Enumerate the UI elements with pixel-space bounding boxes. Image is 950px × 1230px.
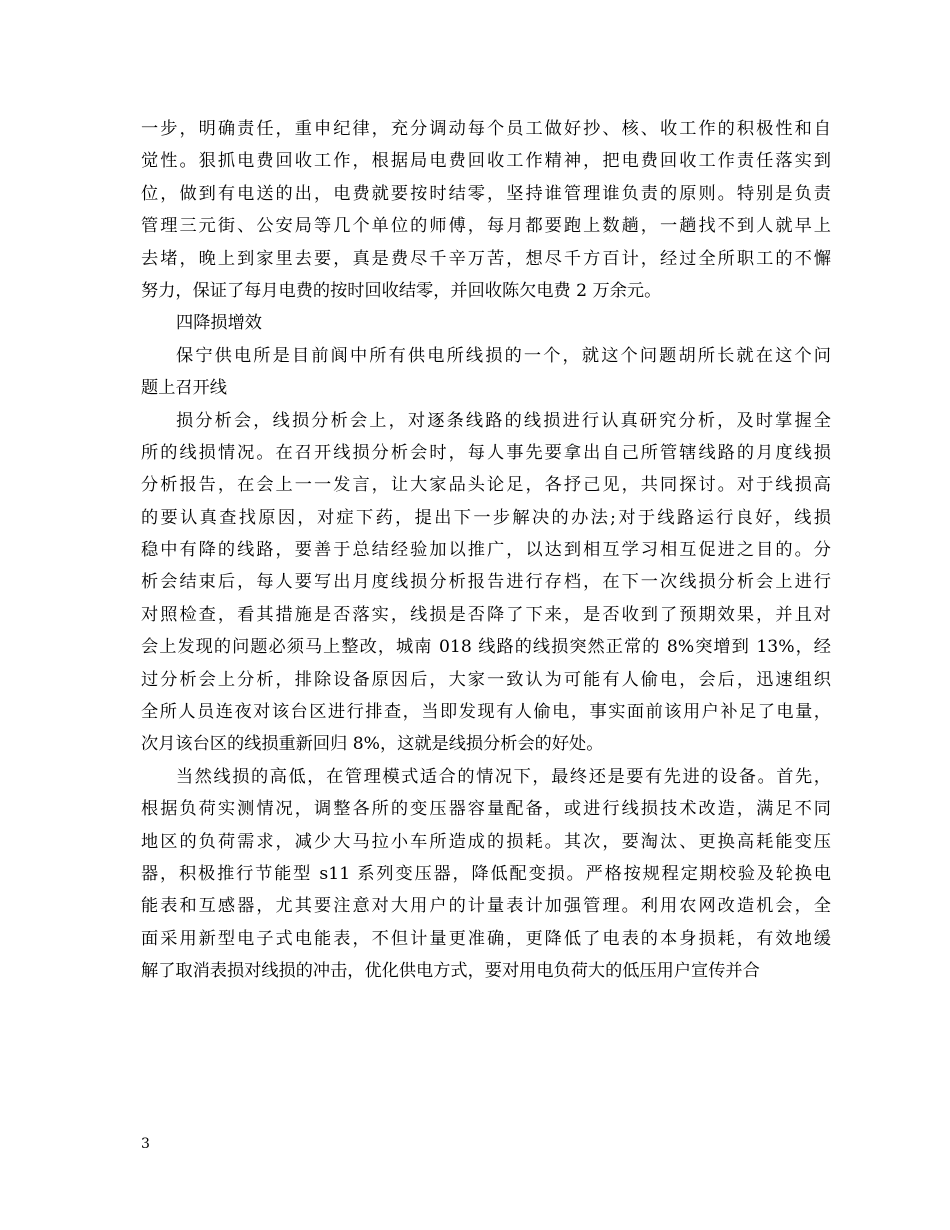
- text-line: 对照检查，看其措施是否落实，线损是否降了下来，是否收到了预期效果，并且对: [141, 604, 831, 625]
- text-line: 次月该台区的线损重新回归 8%，这就是线损分析会的好处。: [141, 734, 604, 755]
- text-line: 稳中有降的线路，要善于总结经验加以推广，以达到相互学习相互促进之目的。分: [141, 540, 831, 561]
- text-line: 努力，保证了每月电费的按时回收结零，并回收陈欠电费 2 万余元。: [141, 280, 662, 301]
- text-line: 析会结束后，每人要写出月度线损分析报告进行存档，在下一次线损分析会上进行: [141, 572, 831, 593]
- text-line: 分析报告，在会上一一发言，让大家品头论足，各抒己见，共同探讨。对于线损高: [141, 475, 831, 496]
- text-line: 觉性。狠抓电费回收工作，根据局电费回收工作精神，把电费回收工作责任落实到: [141, 151, 831, 172]
- text-line: 地区的负荷需求，减少大马拉小车所造成的损耗。其次，要淘汰、更换高耗能变压: [141, 831, 831, 852]
- text-line: 管理三元街、公安局等几个单位的师傅，每月都要跑上数趟，一趟找不到人就早上: [141, 216, 831, 237]
- text-line: 题上召开线: [141, 378, 227, 399]
- text-line: 解了取消表损对线损的冲击，优化供电方式，要对用电负荷大的低压用户宣传并合: [141, 961, 760, 982]
- body-text: [141, 113, 831, 988]
- text-line: 位，做到有电送的出，电费就要按时结零，坚持谁管理谁负责的原则。特别是负责: [141, 183, 831, 204]
- text-line: 过分析会上分析，排除设备原因后，大家一致认为可能有人偷电，会后，迅速组织: [141, 669, 831, 690]
- text-line: 面采用新型电子式电能表，不但计量更准确，更降低了电表的本身损耗，有效地缓: [141, 928, 831, 949]
- text-line: 全所人员连夜对该台区进行排查，当即发现有人偷电，事实面前该用户补足了电量，: [141, 702, 831, 723]
- paragraph: [141, 761, 831, 988]
- paragraph: [141, 340, 831, 405]
- paragraph: [141, 405, 831, 761]
- text-line: 保宁供电所是目前阆中所有供电所线损的一个，就这个问题胡所长就在这个问: [176, 345, 831, 366]
- paragraph: [141, 113, 831, 307]
- text-line: 一步，明确责任，重申纪律，充分调动每个员工做好抄、核、收工作的积极性和自: [141, 119, 831, 139]
- text-line: 所的线损情况。在召开线损分析会时，每人事先要拿出自己所管辖线路的月度线损: [141, 442, 831, 463]
- page-number: 3: [141, 1136, 150, 1152]
- text-line: 器，积极推行节能型 s11 系列变压器，降低配变损。严格按规程定期校验及轮换电: [141, 863, 831, 884]
- text-line: 当然线损的高低，在管理模式适合的情况下，最终还是要有先进的设备。首先，: [176, 766, 831, 787]
- text-line: 去堵，晚上到家里去要，真是费尽千辛万苦，想尽千方百计，经过全所职工的不懈: [141, 248, 831, 269]
- text-line: 根据负荷实测情况，调整各所的变压器容量配备，或进行线损技术改造，满足不同: [141, 799, 831, 820]
- text-line: 能表和互感器，尤其要注意对大用户的计量表计加强管理。利用农网改造机会，全: [141, 896, 831, 917]
- text-line: 四降损增效: [176, 313, 262, 334]
- text-line: 的要认真查找原因，对症下药，提出下一步解决的办法;对于线路运行良好，线损: [141, 507, 831, 528]
- paragraph: [141, 307, 831, 339]
- text-line: 损分析会，线损分析会上，对逐条线路的线损进行认真研究分析，及时掌握全: [176, 410, 831, 431]
- text-line: 会上发现的问题必须马上整改，城南 018 线路的线损突然正常的 8%突增到 13%，经: [141, 637, 831, 658]
